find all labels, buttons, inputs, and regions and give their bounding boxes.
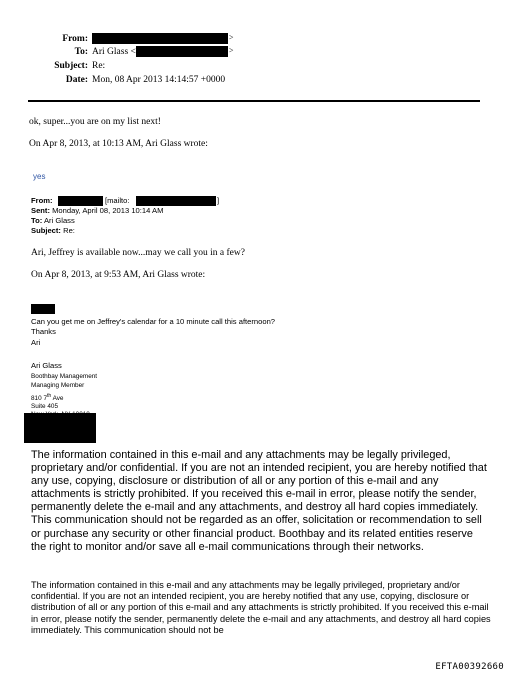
quoted-mailto: [mailto: <box>105 196 130 205</box>
reply-line: ok, super...you are on my list next! <box>29 117 161 127</box>
address-street: 810 7 <box>31 395 47 403</box>
redaction-bar <box>24 413 96 443</box>
date-label: Date: <box>65 75 88 85</box>
from-value: > <box>229 33 234 42</box>
redaction-bar <box>92 33 228 44</box>
to-close: > <box>229 46 234 55</box>
subject-label: Subject: <box>54 61 88 71</box>
original-signoff: Ari <box>31 338 41 347</box>
quoted-subject-row <box>31 226 75 235</box>
quoted-from-label: From: <box>31 196 53 205</box>
bates-number: EFTA00392660 <box>435 662 504 672</box>
redaction-bar <box>58 196 103 206</box>
to-label: To: <box>74 47 88 57</box>
quoted-subject-value: Re: <box>63 226 75 235</box>
signature-address <box>31 393 64 402</box>
quoted-from-row <box>31 196 53 205</box>
quoted-to-label: To: <box>31 216 43 225</box>
original-request: Can you get me on Jeffrey's calendar for a 10 minute call this afternoon? <box>31 317 276 326</box>
to-value: Ari Glass < <box>92 47 136 57</box>
quoted-to-value: Ari Glass <box>43 216 75 225</box>
signature-company: Boothbay Management <box>31 373 98 380</box>
quoted-attribution: On Apr 8, 2013, at 9:53 AM, Ari Glass wrote: <box>31 270 206 280</box>
quoted-subject-label: Subject: <box>31 226 61 235</box>
quoted-to-row <box>31 216 75 225</box>
quoted-sent-label: Sent: <box>31 206 50 215</box>
yes-text: yes <box>33 172 46 181</box>
header-divider <box>28 100 480 102</box>
signature-title: Managing Member <box>31 382 85 389</box>
disclaimer-paragraph-repeat: The information contained in this e-mail and any attachments may be legally privileged, proprietary and/or confidential. If you are not an intended recipient, you are hereby notified that any use, copying, disclosure or distribution of all or any portion of this e-mail and any attachments is strictly prohibited. If you received this e-mail in error, please notify the sender, permanently delete the e-mail and any attachments, and destroy all hard copies immediately. This communication should not be <box>31 580 491 635</box>
address-avenue: Ave <box>51 395 64 403</box>
address-superscript: th <box>47 393 52 399</box>
redaction-bar <box>136 196 216 206</box>
redaction-bar <box>136 46 228 57</box>
signature-suite: Suite 405 <box>31 403 59 410</box>
quoted-sent-row <box>31 206 163 215</box>
quoted-sent-value: Monday, April 08, 2013 10:14 AM <box>52 206 164 215</box>
signature-name: Ari Glass <box>31 361 62 370</box>
redaction-bar <box>31 304 55 314</box>
subject-value: Re: <box>92 61 106 71</box>
disclaimer-paragraph: The information contained in this e-mail and any attachments may be legally privileged, proprietary and/or confidential. If you are not an intended recipient, you are hereby notified that any use, copying, disclosure or distribution of all or any portion of this e-mail and any attachments is strictly prohibited. If you received this e-mail in error, please notify the sender, permanently delete the e-mail and any attachments, and destroy all hard copies immediately. This communication should not be regarded as an offer, solicitation or recommendation to sell or purchase any security or other financial product. Boothbay and its related entities reserve the right to monitor and/or save all e-mail communications through their networks. <box>31 449 487 553</box>
reply-attribution: On Apr 8, 2013, at 10:13 AM, Ari Glass wrote: <box>29 139 208 149</box>
original-thanks: Thanks <box>31 327 56 336</box>
from-label: From: <box>62 34 88 44</box>
quoted-mailto-close: ] <box>217 196 220 205</box>
date-value: Mon, 08 Apr 2013 14:14:57 +0000 <box>92 75 226 85</box>
quoted-message: Ari, Jeffrey is available now...may we call you in a few? <box>31 248 245 258</box>
